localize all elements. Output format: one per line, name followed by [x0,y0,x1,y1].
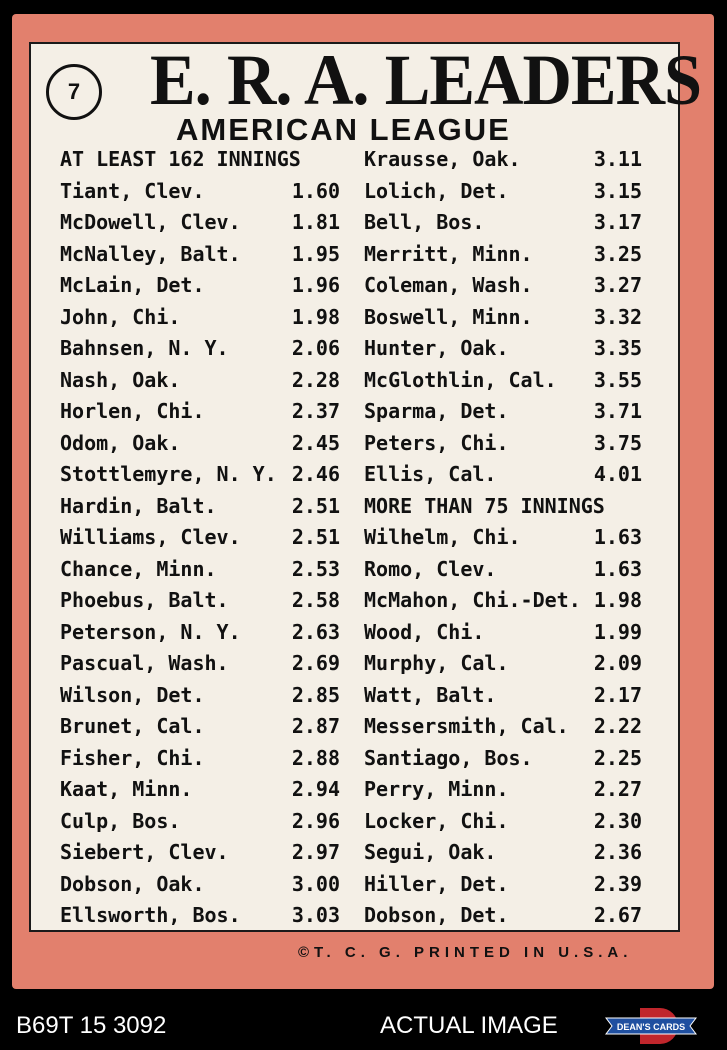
pitcher-name: Peters, Chi. [364,430,509,455]
pitcher-row [364,774,642,806]
era-value: 1.98 [291,304,340,329]
pitcher-name: Nash, Oak. [60,367,181,392]
era-value: 2.63 [291,619,340,644]
pitcher-name: Watt, Balt. [364,682,497,707]
pitcher-row [60,648,340,680]
era-value: 3.71 [593,399,642,423]
pitcher-name: Fisher, Chi. [60,745,205,770]
era-value: 1.60 [291,178,340,203]
pitcher-name: Brunet, Cal. [60,714,205,738]
inventory-code: B69T 15 3092 [16,1012,167,1039]
era-value: 1.63 [593,525,642,549]
era-value: 2.96 [291,808,340,833]
pitcher-row [364,365,642,397]
era-value: 3.25 [593,241,642,266]
pitcher-name: Peterson, N. Y. [60,619,241,644]
pitcher-name: Odom, Oak. [60,430,181,455]
copyright-line: ©T. C. G. PRINTED IN U.S.A. [298,944,633,961]
pitcher-name: Merritt, Minn. [364,241,533,266]
pitcher-name: Phoebus, Balt. [60,588,229,612]
pitcher-row [60,680,340,712]
pitcher-name: Wilson, Det. [60,682,205,707]
pitcher-name: Hardin, Balt. [60,493,217,518]
pitcher-row [60,617,340,649]
pitcher-name: Wood, Chi. [364,619,485,644]
section-heading-label: MORE THAN 75 INNINGS [364,493,605,518]
era-value: 2.25 [593,745,642,770]
era-value: 2.36 [593,840,642,864]
era-value: 4.01 [593,462,642,486]
era-value: 2.87 [291,714,340,738]
pitcher-name: Williams, Clev. [60,525,241,549]
era-value: 2.27 [593,777,642,801]
card-number: 7 [46,64,102,120]
era-value: 3.17 [593,210,642,234]
card-title: E. R. A. LEADERS [150,40,702,120]
pitcher-name: Hunter, Oak. [364,336,509,360]
era-value: 2.69 [291,651,340,675]
pitcher-row [60,585,340,617]
pitcher-name: Chance, Minn. [60,556,217,581]
era-value: 2.51 [291,493,340,518]
era-value: 2.45 [291,430,340,455]
era-value: 1.98 [593,588,642,612]
pitcher-name: McMahon, Chi.-Det. [364,588,581,612]
pitcher-row [364,270,642,302]
pitcher-name: Murphy, Cal. [364,651,509,675]
pitcher-row [60,743,340,775]
pitcher-row [60,711,340,743]
pitcher-row [60,522,340,554]
pitcher-name: Dobson, Det. [364,903,509,927]
pitcher-row [60,869,340,901]
era-value: 3.03 [291,903,340,927]
pitcher-name: Siebert, Clev. [60,840,229,864]
right-column [364,144,642,932]
deans-cards-logo [604,1006,698,1046]
era-value: 1.96 [291,273,340,297]
pitcher-name: Romo, Clev. [364,556,497,581]
pitcher-name: Coleman, Wash. [364,273,533,297]
pitcher-name: Hiller, Det. [364,871,509,896]
era-value: 1.63 [593,556,642,581]
pitcher-row [60,270,340,302]
pitcher-name: Culp, Bos. [60,808,181,833]
pitcher-row [60,837,340,869]
pitcher-name: Locker, Chi. [364,808,509,833]
pitcher-row [60,207,340,239]
era-value: 2.58 [291,588,340,612]
left-column [60,144,340,932]
pitcher-row [60,396,340,428]
pitcher-row [364,144,642,176]
pitcher-row [60,239,340,271]
section-heading [60,144,340,176]
pitcher-row [364,869,642,901]
era-value: 2.06 [291,336,340,360]
era-value: 2.67 [593,903,642,927]
era-value: 2.30 [593,808,642,833]
era-value: 2.22 [593,714,642,738]
svg-text:DEAN'S CARDS: DEAN'S CARDS [616,1022,686,1032]
era-value: 2.85 [291,682,340,707]
pitcher-row [60,302,340,334]
era-value: 1.99 [593,619,642,644]
era-value: 3.27 [593,273,642,297]
pitcher-row [364,617,642,649]
era-value: 3.32 [593,304,642,329]
era-value: 1.81 [291,210,340,234]
era-value: 2.51 [291,525,340,549]
pitcher-name: Pascual, Wash. [60,651,229,675]
section-heading [364,491,642,523]
pitcher-name: McDowell, Clev. [60,210,241,234]
era-value: 3.55 [593,367,642,392]
pitcher-name: Sparma, Det. [364,399,509,423]
pitcher-row [364,176,642,208]
pitcher-name: Kaat, Minn. [60,777,193,801]
pitcher-row [364,648,642,680]
pitcher-row [60,428,340,460]
pitcher-row [60,900,340,932]
pitcher-name: Boswell, Minn. [364,304,533,329]
pitcher-row [364,207,642,239]
pitcher-name: Ellsworth, Bos. [60,903,241,927]
era-value: 2.17 [593,682,642,707]
pitcher-name: Ellis, Cal. [364,462,497,486]
era-value: 3.11 [593,147,642,171]
pitcher-name: Tiant, Clev. [60,178,205,203]
pitcher-name: Messersmith, Cal. [364,714,569,738]
pitcher-row [364,806,642,838]
pitcher-row [60,459,340,491]
pitcher-row [364,333,642,365]
pitcher-name: McGlothlin, Cal. [364,367,557,392]
pitcher-name: Stottlemyre, N. Y. [60,462,277,486]
pitcher-row [364,302,642,334]
era-value: 3.35 [593,336,642,360]
card-subtitle: AMERICAN LEAGUE [176,112,511,147]
pitcher-row [60,554,340,586]
pitcher-name: Wilhelm, Chi. [364,525,521,549]
section-heading-label: AT LEAST 162 INNINGS [60,147,301,171]
pitcher-name: Dobson, Oak. [60,871,205,896]
pitcher-name: Bahnsen, N. Y. [60,336,229,360]
pitcher-row [364,680,642,712]
pitcher-row [60,806,340,838]
pitcher-row [364,743,642,775]
pitcher-row [60,365,340,397]
era-value: 2.09 [593,651,642,675]
pitcher-name: McNalley, Balt. [60,241,241,266]
actual-image-label: ACTUAL IMAGE [380,1012,558,1039]
pitcher-name: Perry, Minn. [364,777,509,801]
era-value: 3.15 [593,178,642,203]
pitcher-row [364,428,642,460]
pitcher-name: McLain, Det. [60,273,205,297]
pitcher-row [364,522,642,554]
pitcher-row [364,459,642,491]
era-value: 2.97 [291,840,340,864]
era-value: 2.46 [291,462,340,486]
pitcher-name: Segui, Oak. [364,840,497,864]
pitcher-row [60,491,340,523]
pitcher-name: John, Chi. [60,304,181,329]
pitcher-name: Krausse, Oak. [364,147,521,171]
pitcher-row [364,900,642,932]
pitcher-row [60,176,340,208]
era-value: 2.37 [291,399,340,423]
pitcher-name: Santiago, Bos. [364,745,533,770]
era-value: 2.28 [291,367,340,392]
pitcher-row [364,396,642,428]
era-value: 3.75 [593,430,642,455]
pitcher-row [364,239,642,271]
pitcher-row [364,585,642,617]
era-value: 2.88 [291,745,340,770]
pitcher-name: Bell, Bos. [364,210,485,234]
era-value: 1.95 [291,241,340,266]
era-value: 2.53 [291,556,340,581]
pitcher-row [60,333,340,365]
era-value: 3.00 [291,871,340,896]
pitcher-row [364,837,642,869]
era-value: 2.39 [593,871,642,896]
pitcher-row [60,774,340,806]
pitcher-row [364,554,642,586]
pitcher-name: Lolich, Det. [364,178,509,203]
pitcher-row [364,711,642,743]
era-value: 2.94 [291,777,340,801]
pitcher-name: Horlen, Chi. [60,399,205,423]
